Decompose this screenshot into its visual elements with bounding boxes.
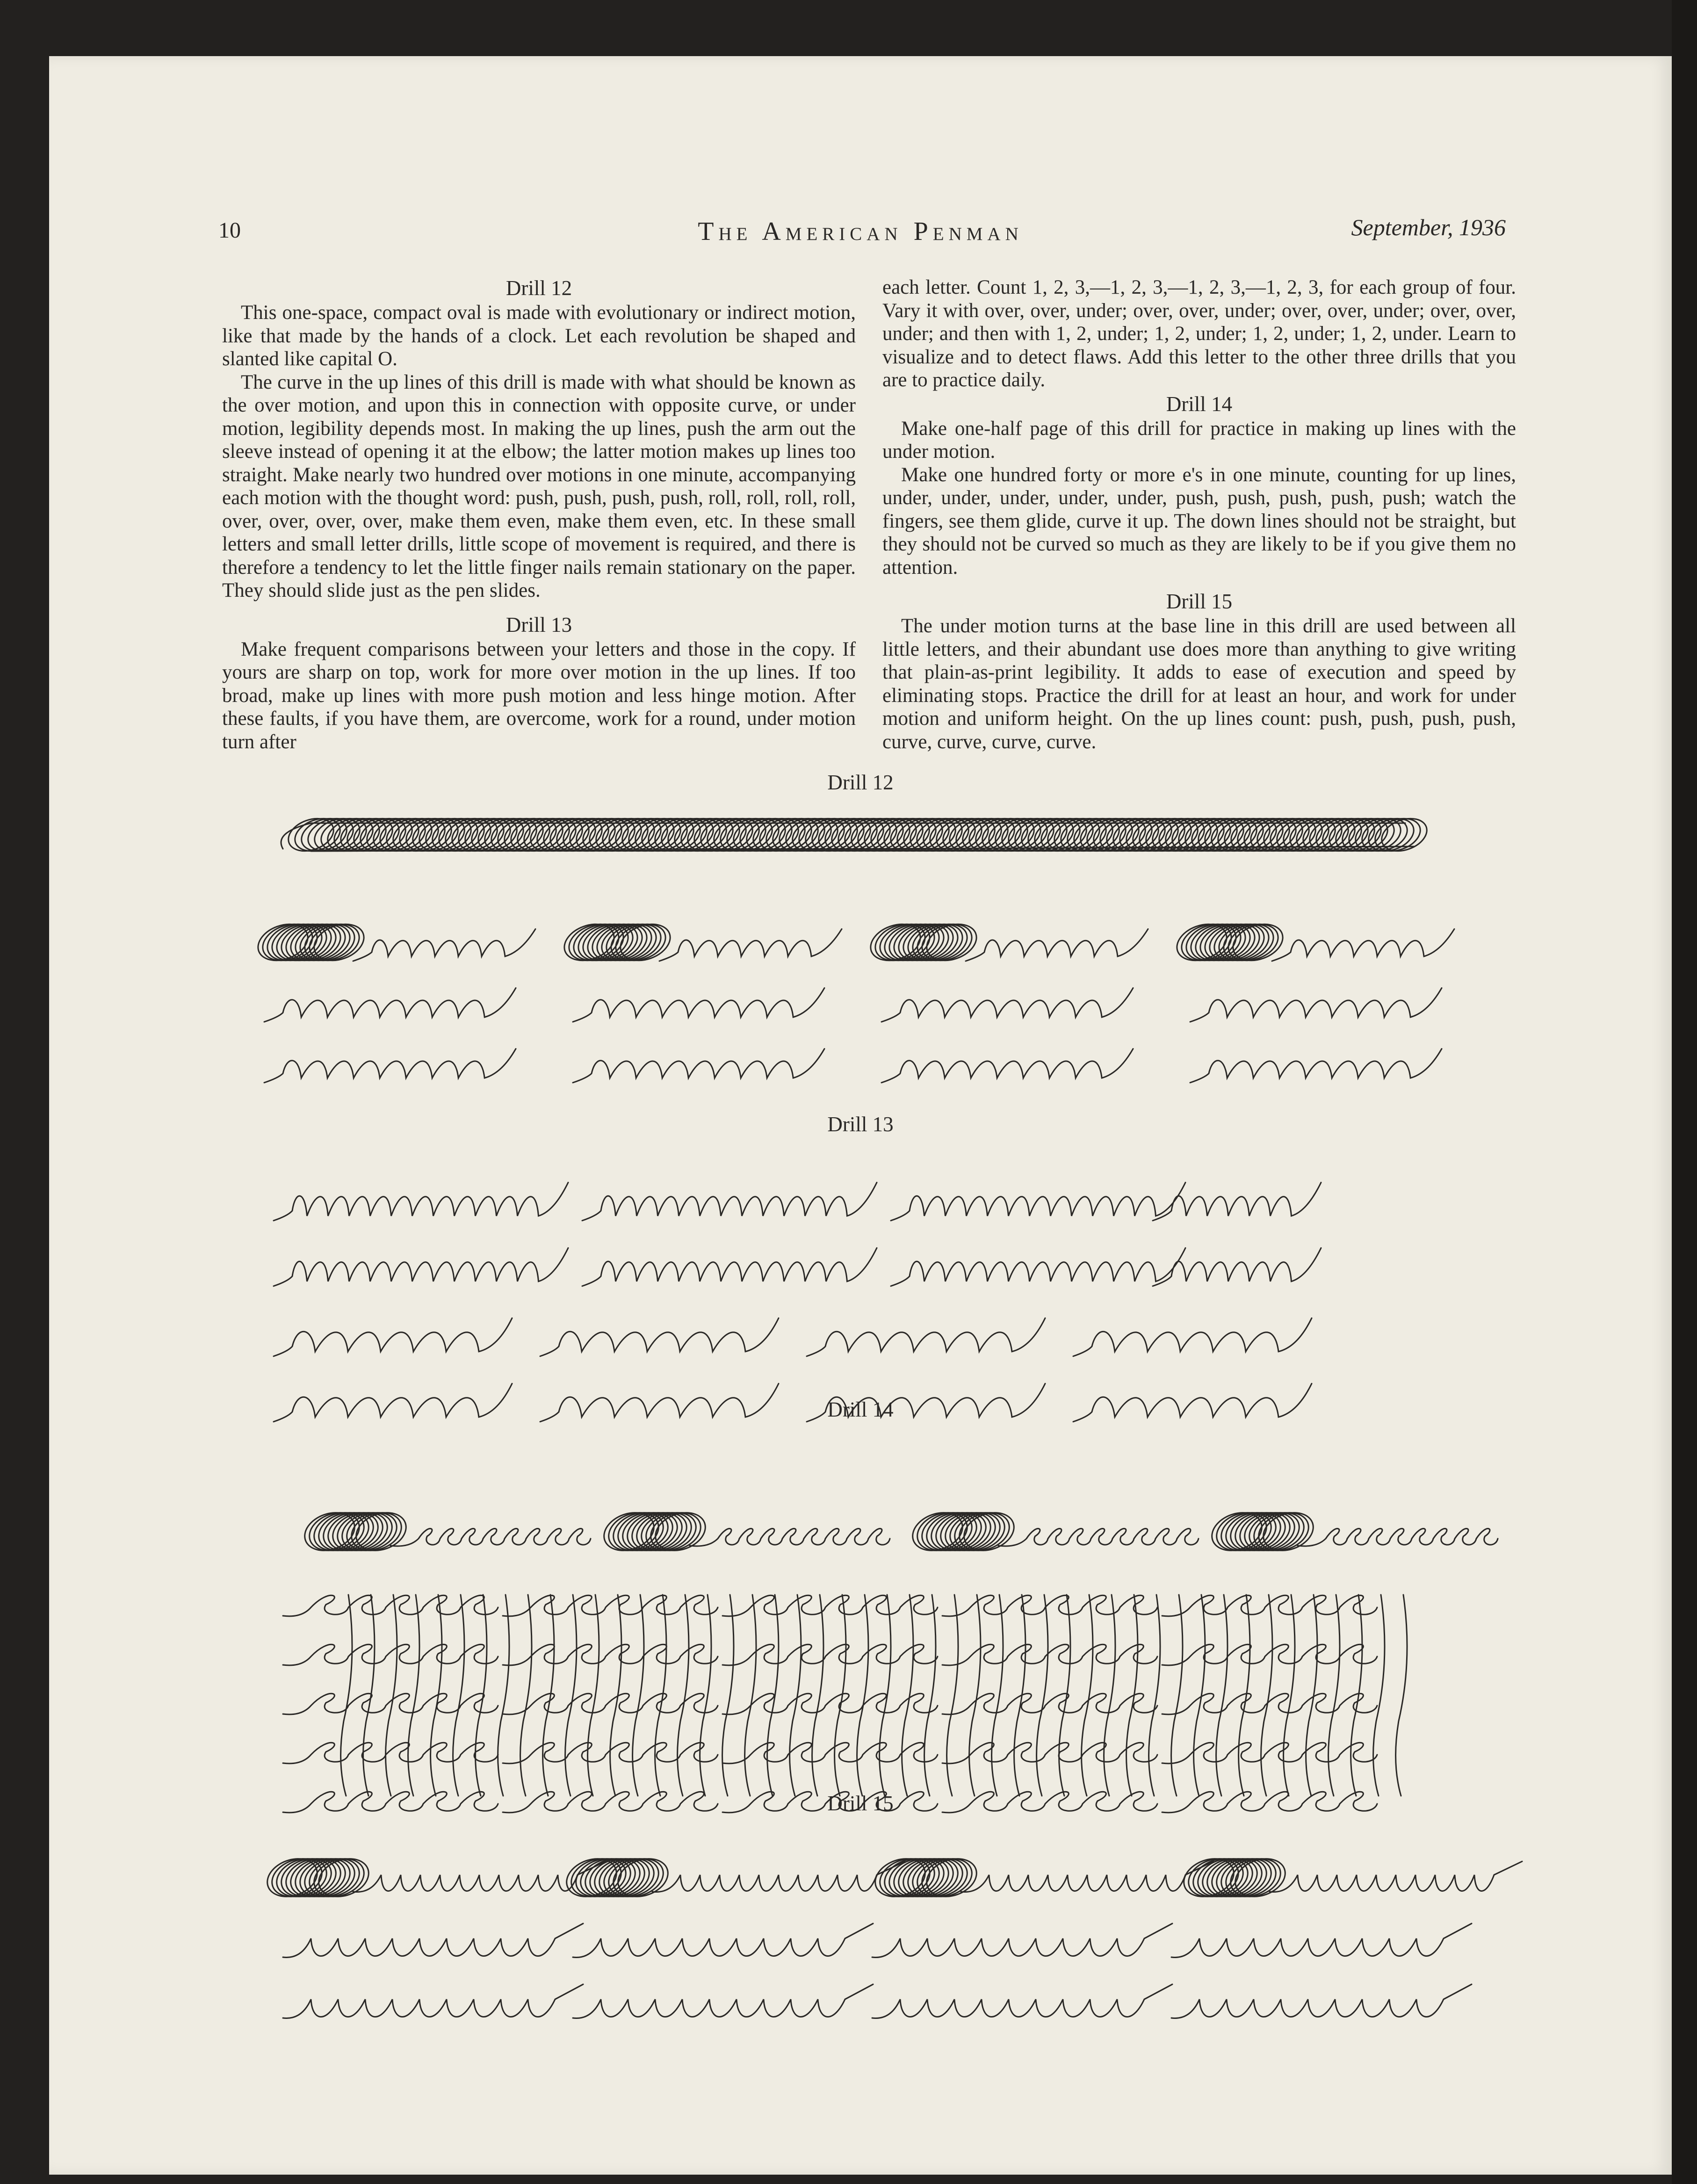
issue-date: September, 1936 <box>1351 214 1506 240</box>
magazine-page <box>49 56 1672 2175</box>
drill14-heading: Drill 14 <box>1166 392 1233 416</box>
drill12-paragraph-1: This one-space, compact oval is made with evolutionary or indirect motion, like that made by the hands of a clock. Let each revolution be shaped and slanted like capital O. <box>222 302 856 370</box>
drill13-paragraph-continued: each letter. Count 1, 2, 3,—1, 2, 3,—1, 2, 3,—1, 2, 3, for each group of four. Vary it with over, over, under; over, over, under; over, over, under; over, over, under; and then with 1, 2, under; 1, 2, under; 1, 2, under; 1, 2, under. Learn to visualize and to detect flaws. Add this letter to the other three drills that you are to practice daily. <box>882 276 1516 391</box>
drill13-specimen <box>274 1183 1321 1422</box>
drill13-heading: Drill 13 <box>505 613 572 636</box>
journal-title: The American Penman <box>698 217 1023 246</box>
drill15-paragraph-1: The under motion turns at the base line in this drill are used between all little letters, and their abundant use does more than anything to give writing that plain-as-print legibility. It adds to ease of execution and speed by eliminating stops. Practice the drill for at least an hour, and work for under motion and uniform height. On the up lines count: push, push, push, push, curve, curve, curve, curve. <box>882 615 1516 753</box>
plate-label-drill14: Drill 14 <box>827 1398 894 1421</box>
plate-label-drill12: Drill 12 <box>827 771 894 794</box>
book-edge <box>1672 0 1697 2184</box>
page-number: 10 <box>218 218 241 243</box>
drill15-specimen <box>262 1852 1522 2018</box>
drill15-heading: Drill 15 <box>1166 590 1233 613</box>
drill14-specimen <box>283 1506 1498 1812</box>
drill12-paragraph-2: The curve in the up lines of this drill is made with what should be known as the over motion, and upon this in connection with opposite curve, or under motion, legibility depends most. In making the up lines, push the arm out the sleeve instead of opening it at the elbow; the latter motion makes up lines too straight. Make nearly two hundred over motions in one minute, accompanying each motion with the thought word: push, push, push, push, roll, roll, roll, roll, over, over, over, over, make them even, make them even, etc. In these small letters and small letter drills, little scope of movement is required, and there is therefore a tendency to let the little finger nails remain stationary on the paper. They should slide just as the pen slides. <box>222 371 856 601</box>
drill12-specimen <box>253 813 1454 1083</box>
drill14-paragraph-2: Make one hundred forty or more e's in one minute, counting for up lines, under, under, under, under, under, push, push, push, push, push; watch the fingers, see them glide, curve it up. The down lines should not be straight, but they should not be curved so much as they are likely to be if you give them no attention. <box>882 463 1516 579</box>
drill12-heading: Drill 12 <box>505 276 572 300</box>
drill14-paragraph-1: Make one-half page of this drill for practice in making up lines with the under motion. <box>882 417 1516 463</box>
penmanship-drill-plates <box>49 56 1672 2175</box>
drill13-paragraph-1: Make frequent comparisons between your letters and those in the copy. If yours are sharp on top, work for more over motion in the up lines. If too broad, make up lines with more push motion and less hinge motion. After these faults, if you have them, are overcome, work for a round, under motion turn after <box>222 638 856 753</box>
plate-label-drill15: Drill 15 <box>827 1792 894 1815</box>
plate-label-drill13: Drill 13 <box>827 1113 894 1136</box>
